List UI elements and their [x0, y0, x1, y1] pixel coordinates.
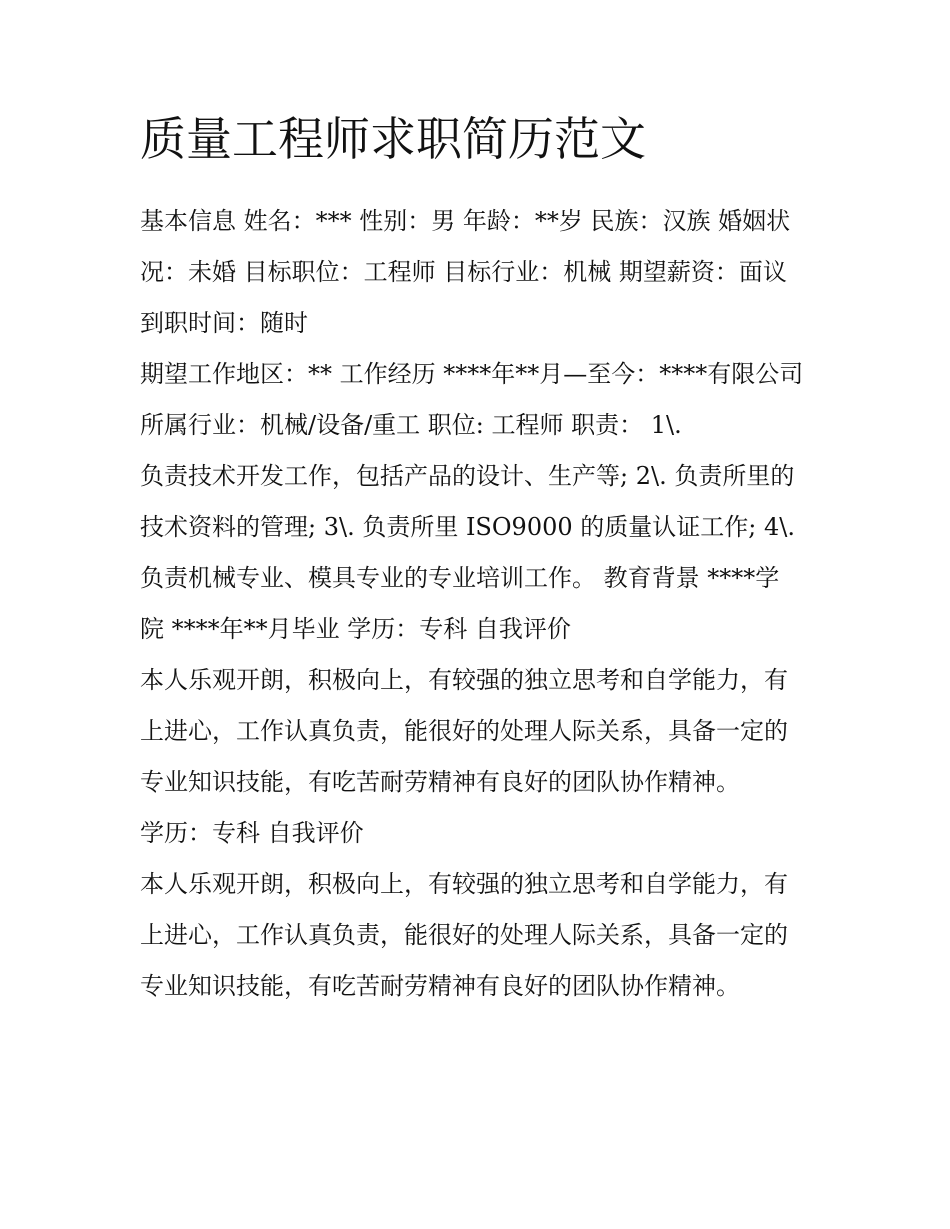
text-line-duty-4-education: 负责机械专业、模具专业的专业培训工作。 教育背景 ****学	[140, 564, 780, 592]
text-line-duty-1: 负责技术开发工作，包括产品的设计、生产等; 2\. 负责所里的	[140, 462, 795, 490]
text-line-self-eval-3: 专业知识技能，有吃苦耐劳精神有良好的团队协作精神。	[140, 768, 740, 796]
document-body	[140, 196, 840, 1012]
text-line-start-time: 到职时间：随时	[140, 309, 308, 337]
document-title: 质量工程师求职简历范文	[140, 112, 646, 166]
text-line-work-history: 期望工作地区：** 工作经历 ****年**月—至今：****有限公司	[140, 360, 804, 388]
text-line-graduation: 院 ****年**月毕业 学历：专科 自我评价	[140, 615, 571, 643]
text-line-self-eval-repeat-1: 本人乐观开朗，积极向上，有较强的独立思考和自学能力，有	[140, 870, 788, 898]
text-line-marital-target: 况：未婚 目标职位：工程师 目标行业：机械 期望薪资：面议	[140, 258, 787, 286]
text-line-self-eval-repeat-3: 专业知识技能，有吃苦耐劳精神有良好的团队协作精神。	[140, 972, 740, 1000]
text-line-education-repeat: 学历：专科 自我评价	[140, 819, 364, 847]
text-line-duty-3: 技术资料的管理; 3\. 负责所里 ISO9000 的质量认证工作; 4\.	[140, 513, 795, 541]
text-line-self-eval-2: 上进心，工作认真负责，能很好的处理人际关系，具备一定的	[140, 717, 788, 745]
text-line-self-eval-1: 本人乐观开朗，积极向上，有较强的独立思考和自学能力，有	[140, 666, 788, 694]
text-line-industry-position: 所属行业：机械/设备/重工 职位: 工程师 职责： 1\.	[140, 411, 682, 439]
text-line-basic-info: 基本信息 姓名：*** 性别：男 年龄：**岁 民族：汉族 婚姻状	[140, 207, 791, 235]
text-line-self-eval-repeat-2: 上进心，工作认真负责，能很好的处理人际关系，具备一定的	[140, 921, 788, 949]
